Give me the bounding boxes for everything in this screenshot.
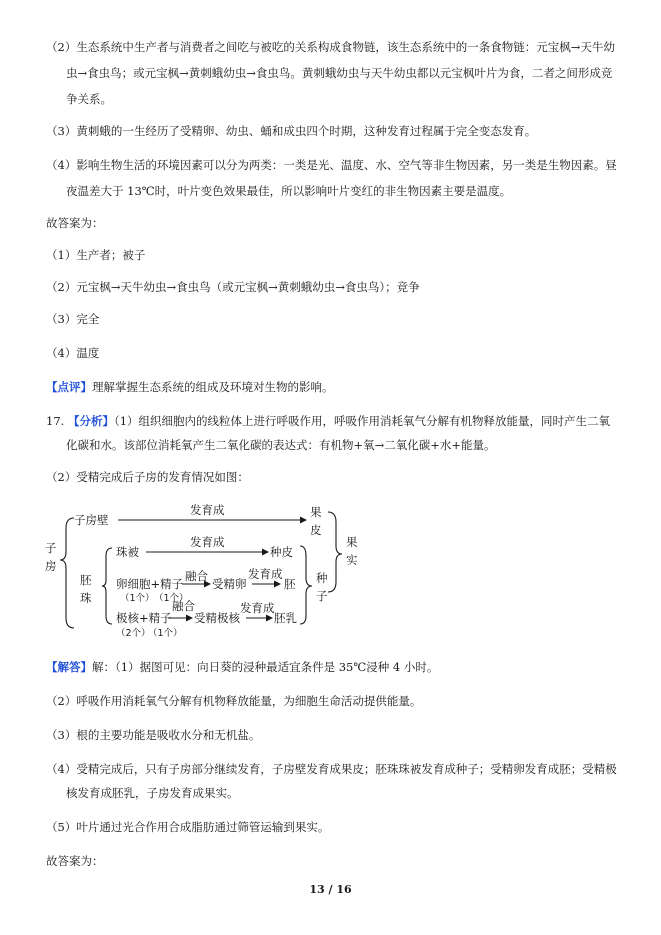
label-count-polar: （2个） [116,628,151,639]
comment-text: 理解掌握生态系统的组成及环境对生物的影响。 [92,380,334,394]
analysis-text: （1）组织细胞内的线粒体上进行呼吸作用，呼吸作用消耗氧气分解有机物释放能量，同时产生二氧 [113,414,611,428]
brace-ovary [60,518,74,628]
label-count-sperm2: （1个） [148,628,183,639]
solution-tag: 【解答】 [46,660,92,674]
solution-line5: （5）叶片通过光合作用合成脂肪通过筛管运输到果实。 [46,820,330,834]
solution-line1 [46,656,626,678]
label-ovary-2: 房 [45,559,57,573]
q17-line3: （2）受精完成后子房的发育情况如图： [46,470,249,484]
label-seed-2: 子 [316,589,328,603]
label-seed-1: 种 [316,571,328,585]
answer-4: （4）温度 [46,346,100,360]
label-fusion-2: 融合 [172,599,195,613]
part2-line3: 争关系。 [66,92,112,106]
brace-fruit [328,512,342,592]
part4-line2: 夜温差大于 13℃时，叶片变色效果最佳，所以影响叶片变红的非生物因素主要是温度。 [66,184,512,198]
q17-line2: 化碳和水。该部位消耗氧产生二氧化碳的表达式：有机物+氧→二氧化碳+水+能量。 [66,438,496,452]
ovary-development-diagram [40,498,380,648]
answer-2: （2）元宝枫→天牛幼虫→食虫鸟（或元宝枫→黄刺蛾幼虫→食虫鸟）；竞争 [46,280,420,294]
label-fusion-1: 融合 [185,569,208,583]
solution-text-1: 解：（1）据图可见：向日葵的浸种最适宜条件是 35℃浸种 4 小时。 [92,660,439,674]
answer-1: （1）生产者；被子 [46,248,146,262]
label-ovary-1: 子 [45,541,57,555]
label-polar-sperm: 极核+精子 [116,611,172,625]
label-fruit-1: 果 [346,535,358,549]
comment-tag: 【点评】 [46,380,92,394]
label-develop-2: 发育成 [190,535,225,549]
answer-heading-2: 故答案为： [46,854,104,868]
label-seed-coat: 种皮 [270,545,293,559]
solution-line4a: （4）受精完成后，只有子房部分继续发育，子房壁发育成果皮；胚珠珠被发育成种子；受精卵发育成胚；受精极 [46,762,617,776]
label-endosperm: 胚乳 [274,611,297,625]
part2-line1: （2）生态系统中生产者与消费者之间吃与被吃的关系构成食物链，该生态系统中的一条食物链：元宝枫→天牛幼 [46,40,615,54]
answer-3: （3）完全 [46,312,100,326]
page-number: 13 / 16 [309,883,352,896]
part3-line: （3）黄刺蛾的一生经历了受精卵、幼虫、蛹和成虫四个时期，这种发育过程属于完全变态发育。 [46,124,537,138]
label-develop-3: 发育成 [248,567,283,581]
label-count-egg: （1个） [120,593,155,604]
answer-heading: 故答案为： [46,216,104,230]
label-integument: 珠被 [116,545,139,559]
solution-line3: （3）根的主要功能是吸收水分和无机盐。 [46,728,261,742]
brace-ovule [102,548,112,624]
comment-line [46,376,626,398]
brace-seed [300,546,312,624]
part2-line2: 虫→食虫鸟；或元宝枫→黄刺蛾幼虫→食虫鸟。黄刺蛾幼虫与天牛幼虫都以元宝枫叶片为食，二者之间形成竞 [66,66,613,80]
solution-line2: （2）呼吸作用消耗氧气分解有机物释放能量，为细胞生命活动提供能量。 [46,694,422,708]
question-number: 17. [46,414,65,428]
label-fertilized-polar: 受精极核 [194,611,240,625]
label-ovary-wall: 子房壁 [74,513,109,527]
label-egg-sperm: 卵细胞+精子 [116,577,184,591]
label-pericarp-1: 果 [310,505,322,519]
label-develop-4: 发育成 [240,601,275,615]
label-embryo: 胚 [284,577,296,591]
label-count-sperm: （1个） [154,593,189,604]
part4-line1: （4）影响生物生活的环境因素可以分为两类：一类是光、温度、水、空气等非生物因素，另一类是生物因素。昼 [46,158,617,172]
analysis-tag: 【分析】 [67,414,114,428]
label-fertilized-egg: 受精卵 [212,577,247,591]
label-fruit-2: 实 [346,553,358,567]
label-ovule-2: 珠 [80,591,92,605]
solution-line4b: 核发育成胚乳，子房发育成果实。 [66,786,239,800]
label-develop-1: 发育成 [190,503,225,517]
label-ovule-1: 胚 [80,573,92,587]
q17-line1 [46,410,626,432]
label-pericarp-2: 皮 [310,523,322,537]
